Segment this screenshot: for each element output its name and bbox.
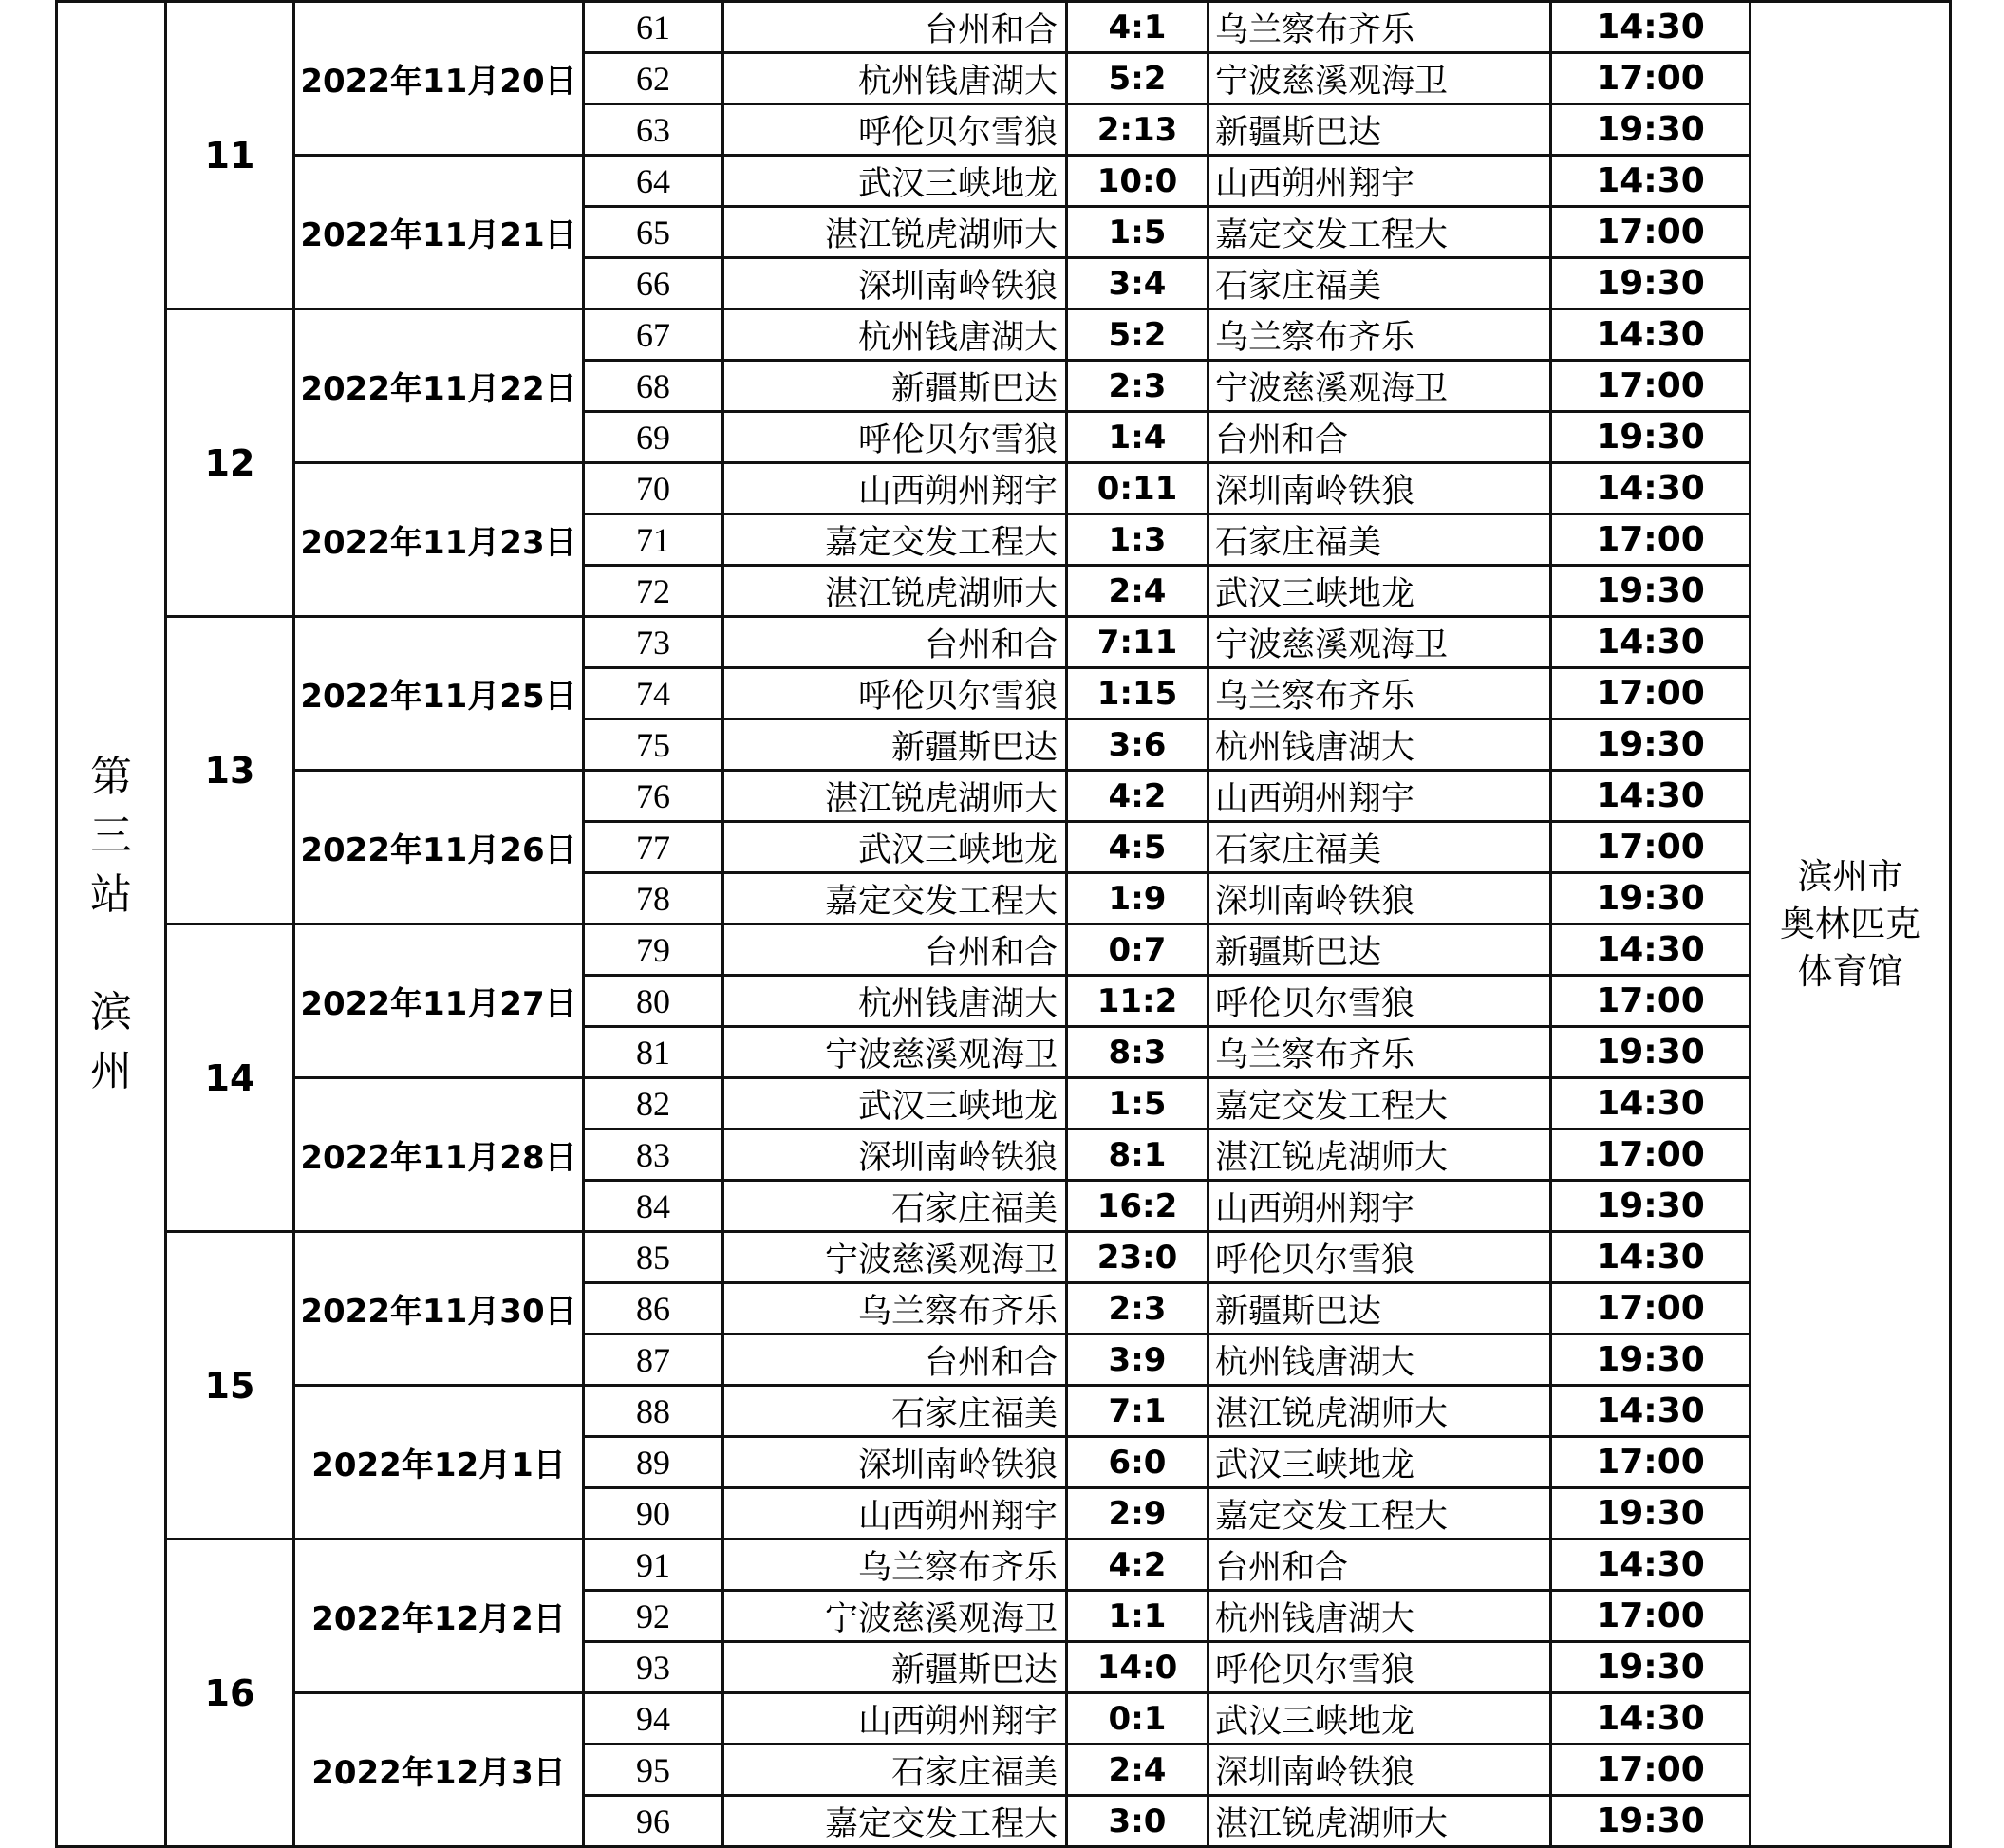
match-score: 11:2 bbox=[1067, 976, 1208, 1027]
home-team: 石家庄福美 bbox=[723, 1181, 1067, 1232]
match-score: 1:5 bbox=[1067, 207, 1208, 258]
away-team: 呼伦贝尔雪狼 bbox=[1208, 1642, 1551, 1693]
station-city-char: 州 bbox=[90, 1046, 132, 1095]
match-score: 2:4 bbox=[1067, 1745, 1208, 1796]
match-date: 2022年11月28日 bbox=[294, 1078, 584, 1232]
away-team: 嘉定交发工程大 bbox=[1208, 1078, 1551, 1129]
home-team: 宁波慈溪观海卫 bbox=[723, 1027, 1067, 1078]
table-row bbox=[57, 1078, 1951, 1129]
match-date: 2022年11月20日 bbox=[294, 2, 584, 156]
match-number: 61 bbox=[584, 2, 723, 53]
match-score: 4:5 bbox=[1067, 822, 1208, 873]
kickoff-time: 19:30 bbox=[1551, 1335, 1751, 1386]
match-score: 1:9 bbox=[1067, 873, 1208, 924]
kickoff-time: 17:00 bbox=[1551, 822, 1751, 873]
home-team: 石家庄福美 bbox=[723, 1745, 1067, 1796]
away-team: 杭州钱唐湖大 bbox=[1208, 1591, 1551, 1642]
match-number: 63 bbox=[584, 104, 723, 156]
home-team: 杭州钱唐湖大 bbox=[723, 976, 1067, 1027]
home-team: 嘉定交发工程大 bbox=[723, 873, 1067, 924]
away-team: 新疆斯巴达 bbox=[1208, 924, 1551, 976]
away-team: 宁波慈溪观海卫 bbox=[1208, 361, 1551, 412]
kickoff-time: 14:30 bbox=[1551, 617, 1751, 668]
match-score: 7:1 bbox=[1067, 1386, 1208, 1437]
match-score: 8:3 bbox=[1067, 1027, 1208, 1078]
home-team: 乌兰察布齐乐 bbox=[723, 1283, 1067, 1335]
away-team: 嘉定交发工程大 bbox=[1208, 207, 1551, 258]
kickoff-time: 19:30 bbox=[1551, 258, 1751, 309]
venue-cell bbox=[1751, 2, 1951, 1847]
match-score: 3:9 bbox=[1067, 1335, 1208, 1386]
kickoff-time: 14:30 bbox=[1551, 156, 1751, 207]
away-team: 台州和合 bbox=[1208, 1540, 1551, 1591]
away-team: 台州和合 bbox=[1208, 412, 1551, 463]
match-date: 2022年11月23日 bbox=[294, 463, 584, 617]
match-score: 3:0 bbox=[1067, 1796, 1208, 1847]
away-team: 宁波慈溪观海卫 bbox=[1208, 53, 1551, 104]
match-number: 87 bbox=[584, 1335, 723, 1386]
table-row bbox=[57, 463, 1951, 514]
match-number: 91 bbox=[584, 1540, 723, 1591]
venue-name-line: 奥林匹克 bbox=[1780, 903, 1920, 944]
match-score: 0:7 bbox=[1067, 924, 1208, 976]
home-team: 山西朔州翔宇 bbox=[723, 1693, 1067, 1745]
match-number: 65 bbox=[584, 207, 723, 258]
match-date: 2022年12月3日 bbox=[294, 1693, 584, 1847]
match-score: 5:2 bbox=[1067, 53, 1208, 104]
round-number: 12 bbox=[166, 309, 294, 617]
table-row bbox=[57, 156, 1951, 207]
kickoff-time: 14:30 bbox=[1551, 2, 1751, 53]
match-score: 2:13 bbox=[1067, 104, 1208, 156]
away-team: 武汉三峡地龙 bbox=[1208, 1437, 1551, 1488]
schedule-sheet bbox=[55, 0, 1949, 1843]
match-score: 6:0 bbox=[1067, 1437, 1208, 1488]
home-team: 嘉定交发工程大 bbox=[723, 514, 1067, 566]
match-number: 74 bbox=[584, 668, 723, 719]
home-team: 宁波慈溪观海卫 bbox=[723, 1591, 1067, 1642]
away-team: 新疆斯巴达 bbox=[1208, 1283, 1551, 1335]
kickoff-time: 19:30 bbox=[1551, 1642, 1751, 1693]
home-team: 新疆斯巴达 bbox=[723, 1642, 1067, 1693]
match-score: 1:4 bbox=[1067, 412, 1208, 463]
match-number: 78 bbox=[584, 873, 723, 924]
schedule-body bbox=[57, 2, 1951, 1847]
match-schedule-table bbox=[55, 0, 1952, 1848]
home-team: 武汉三峡地龙 bbox=[723, 1078, 1067, 1129]
kickoff-time: 17:00 bbox=[1551, 1591, 1751, 1642]
kickoff-time: 17:00 bbox=[1551, 668, 1751, 719]
match-number: 80 bbox=[584, 976, 723, 1027]
away-team: 石家庄福美 bbox=[1208, 822, 1551, 873]
home-team: 山西朔州翔宇 bbox=[723, 463, 1067, 514]
match-number: 76 bbox=[584, 771, 723, 822]
kickoff-time: 19:30 bbox=[1551, 719, 1751, 771]
away-team: 杭州钱唐湖大 bbox=[1208, 719, 1551, 771]
match-number: 94 bbox=[584, 1693, 723, 1745]
away-team: 山西朔州翔宇 bbox=[1208, 156, 1551, 207]
kickoff-time: 14:30 bbox=[1551, 1540, 1751, 1591]
match-number: 89 bbox=[584, 1437, 723, 1488]
away-team: 湛江锐虎湖师大 bbox=[1208, 1796, 1551, 1847]
kickoff-time: 19:30 bbox=[1551, 873, 1751, 924]
kickoff-time: 19:30 bbox=[1551, 1027, 1751, 1078]
match-number: 90 bbox=[584, 1488, 723, 1540]
match-number: 77 bbox=[584, 822, 723, 873]
match-number: 85 bbox=[584, 1232, 723, 1283]
kickoff-time: 17:00 bbox=[1551, 361, 1751, 412]
kickoff-time: 17:00 bbox=[1551, 1437, 1751, 1488]
kickoff-time: 17:00 bbox=[1551, 976, 1751, 1027]
away-team: 新疆斯巴达 bbox=[1208, 104, 1551, 156]
away-team: 山西朔州翔宇 bbox=[1208, 1181, 1551, 1232]
away-team: 乌兰察布齐乐 bbox=[1208, 668, 1551, 719]
home-team: 湛江锐虎湖师大 bbox=[723, 566, 1067, 617]
away-team: 深圳南岭铁狼 bbox=[1208, 1745, 1551, 1796]
venue-name-line: 滨州市 bbox=[1797, 855, 1903, 897]
match-number: 82 bbox=[584, 1078, 723, 1129]
match-score: 16:2 bbox=[1067, 1181, 1208, 1232]
match-score: 8:1 bbox=[1067, 1129, 1208, 1181]
away-team: 深圳南岭铁狼 bbox=[1208, 463, 1551, 514]
kickoff-time: 17:00 bbox=[1551, 1745, 1751, 1796]
match-score: 0:11 bbox=[1067, 463, 1208, 514]
station-cell bbox=[57, 2, 166, 1847]
away-team: 山西朔州翔宇 bbox=[1208, 771, 1551, 822]
home-team: 湛江锐虎湖师大 bbox=[723, 207, 1067, 258]
kickoff-time: 14:30 bbox=[1551, 771, 1751, 822]
kickoff-time: 17:00 bbox=[1551, 53, 1751, 104]
table-row bbox=[57, 309, 1951, 361]
kickoff-time: 19:30 bbox=[1551, 1796, 1751, 1847]
kickoff-time: 19:30 bbox=[1551, 566, 1751, 617]
match-score: 3:4 bbox=[1067, 258, 1208, 309]
match-number: 72 bbox=[584, 566, 723, 617]
away-team: 呼伦贝尔雪狼 bbox=[1208, 1232, 1551, 1283]
away-team: 武汉三峡地龙 bbox=[1208, 566, 1551, 617]
match-score: 4:1 bbox=[1067, 2, 1208, 53]
kickoff-time: 17:00 bbox=[1551, 1283, 1751, 1335]
home-team: 新疆斯巴达 bbox=[723, 361, 1067, 412]
home-team: 台州和合 bbox=[723, 1335, 1067, 1386]
match-score: 1:1 bbox=[1067, 1591, 1208, 1642]
match-date: 2022年11月25日 bbox=[294, 617, 584, 771]
match-date: 2022年11月21日 bbox=[294, 156, 584, 309]
match-number: 84 bbox=[584, 1181, 723, 1232]
match-number: 88 bbox=[584, 1386, 723, 1437]
match-number: 95 bbox=[584, 1745, 723, 1796]
table-row bbox=[57, 1540, 1951, 1591]
home-team: 台州和合 bbox=[723, 617, 1067, 668]
match-number: 66 bbox=[584, 258, 723, 309]
home-team: 石家庄福美 bbox=[723, 1386, 1067, 1437]
match-number: 92 bbox=[584, 1591, 723, 1642]
match-number: 83 bbox=[584, 1129, 723, 1181]
round-number: 11 bbox=[166, 2, 294, 309]
home-team: 深圳南岭铁狼 bbox=[723, 1129, 1067, 1181]
table-row bbox=[57, 1232, 1951, 1283]
home-team: 深圳南岭铁狼 bbox=[723, 1437, 1067, 1488]
match-score: 14:0 bbox=[1067, 1642, 1208, 1693]
match-score: 2:3 bbox=[1067, 361, 1208, 412]
match-number: 64 bbox=[584, 156, 723, 207]
match-number: 96 bbox=[584, 1796, 723, 1847]
match-number: 73 bbox=[584, 617, 723, 668]
kickoff-time: 17:00 bbox=[1551, 1129, 1751, 1181]
match-score: 1:15 bbox=[1067, 668, 1208, 719]
match-score: 7:11 bbox=[1067, 617, 1208, 668]
kickoff-time: 14:30 bbox=[1551, 1232, 1751, 1283]
away-team: 呼伦贝尔雪狼 bbox=[1208, 976, 1551, 1027]
match-date: 2022年12月1日 bbox=[294, 1386, 584, 1540]
station-label-char: 三 bbox=[90, 811, 132, 860]
away-team: 武汉三峡地龙 bbox=[1208, 1693, 1551, 1745]
round-number: 15 bbox=[166, 1232, 294, 1540]
station-gap bbox=[58, 924, 164, 983]
home-team: 嘉定交发工程大 bbox=[723, 1796, 1067, 1847]
home-team: 山西朔州翔宇 bbox=[723, 1488, 1067, 1540]
home-team: 武汉三峡地龙 bbox=[723, 822, 1067, 873]
away-team: 湛江锐虎湖师大 bbox=[1208, 1386, 1551, 1437]
match-number: 86 bbox=[584, 1283, 723, 1335]
match-score: 23:0 bbox=[1067, 1232, 1208, 1283]
home-team: 呼伦贝尔雪狼 bbox=[723, 412, 1067, 463]
home-team: 深圳南岭铁狼 bbox=[723, 258, 1067, 309]
table-row bbox=[57, 924, 1951, 976]
away-team: 嘉定交发工程大 bbox=[1208, 1488, 1551, 1540]
away-team: 石家庄福美 bbox=[1208, 514, 1551, 566]
away-team: 石家庄福美 bbox=[1208, 258, 1551, 309]
kickoff-time: 14:30 bbox=[1551, 1693, 1751, 1745]
match-date: 2022年12月2日 bbox=[294, 1540, 584, 1693]
match-number: 81 bbox=[584, 1027, 723, 1078]
kickoff-time: 17:00 bbox=[1551, 514, 1751, 566]
match-score: 4:2 bbox=[1067, 771, 1208, 822]
match-score: 2:9 bbox=[1067, 1488, 1208, 1540]
away-team: 乌兰察布齐乐 bbox=[1208, 2, 1551, 53]
home-team: 杭州钱唐湖大 bbox=[723, 53, 1067, 104]
match-score: 2:4 bbox=[1067, 566, 1208, 617]
kickoff-time: 14:30 bbox=[1551, 1386, 1751, 1437]
match-number: 75 bbox=[584, 719, 723, 771]
table-row bbox=[57, 2, 1951, 53]
home-team: 武汉三峡地龙 bbox=[723, 156, 1067, 207]
kickoff-time: 17:00 bbox=[1551, 207, 1751, 258]
match-score: 1:3 bbox=[1067, 514, 1208, 566]
match-score: 5:2 bbox=[1067, 309, 1208, 361]
away-team: 杭州钱唐湖大 bbox=[1208, 1335, 1551, 1386]
away-team: 乌兰察布齐乐 bbox=[1208, 309, 1551, 361]
match-score: 0:1 bbox=[1067, 1693, 1208, 1745]
away-team: 深圳南岭铁狼 bbox=[1208, 873, 1551, 924]
table-row bbox=[57, 1386, 1951, 1437]
station-label-char: 第 bbox=[90, 752, 132, 801]
match-score: 4:2 bbox=[1067, 1540, 1208, 1591]
match-number: 71 bbox=[584, 514, 723, 566]
round-number: 13 bbox=[166, 617, 294, 924]
kickoff-time: 14:30 bbox=[1551, 309, 1751, 361]
match-number: 67 bbox=[584, 309, 723, 361]
home-team: 呼伦贝尔雪狼 bbox=[723, 668, 1067, 719]
match-date: 2022年11月26日 bbox=[294, 771, 584, 924]
away-team: 湛江锐虎湖师大 bbox=[1208, 1129, 1551, 1181]
match-number: 70 bbox=[584, 463, 723, 514]
venue-name-line: 体育馆 bbox=[1797, 950, 1903, 992]
kickoff-time: 14:30 bbox=[1551, 463, 1751, 514]
table-row bbox=[57, 1693, 1951, 1745]
table-row bbox=[57, 617, 1951, 668]
match-date: 2022年11月30日 bbox=[294, 1232, 584, 1386]
match-date: 2022年11月22日 bbox=[294, 309, 584, 463]
station-city-char: 滨 bbox=[90, 987, 132, 1036]
match-number: 69 bbox=[584, 412, 723, 463]
home-team: 湛江锐虎湖师大 bbox=[723, 771, 1067, 822]
match-score: 10:0 bbox=[1067, 156, 1208, 207]
match-number: 79 bbox=[584, 924, 723, 976]
home-team: 台州和合 bbox=[723, 2, 1067, 53]
match-date: 2022年11月27日 bbox=[294, 924, 584, 1078]
match-number: 62 bbox=[584, 53, 723, 104]
kickoff-time: 19:30 bbox=[1551, 1488, 1751, 1540]
kickoff-time: 14:30 bbox=[1551, 924, 1751, 976]
kickoff-time: 19:30 bbox=[1551, 104, 1751, 156]
match-score: 1:5 bbox=[1067, 1078, 1208, 1129]
home-team: 呼伦贝尔雪狼 bbox=[723, 104, 1067, 156]
home-team: 杭州钱唐湖大 bbox=[723, 309, 1067, 361]
kickoff-time: 14:30 bbox=[1551, 1078, 1751, 1129]
home-team: 台州和合 bbox=[723, 924, 1067, 976]
match-number: 68 bbox=[584, 361, 723, 412]
away-team: 宁波慈溪观海卫 bbox=[1208, 617, 1551, 668]
round-number: 16 bbox=[166, 1540, 294, 1847]
round-number: 14 bbox=[166, 924, 294, 1232]
match-number: 93 bbox=[584, 1642, 723, 1693]
kickoff-time: 19:30 bbox=[1551, 412, 1751, 463]
away-team: 乌兰察布齐乐 bbox=[1208, 1027, 1551, 1078]
match-score: 3:6 bbox=[1067, 719, 1208, 771]
home-team: 乌兰察布齐乐 bbox=[723, 1540, 1067, 1591]
home-team: 新疆斯巴达 bbox=[723, 719, 1067, 771]
table-row bbox=[57, 771, 1951, 822]
match-score: 2:3 bbox=[1067, 1283, 1208, 1335]
home-team: 宁波慈溪观海卫 bbox=[723, 1232, 1067, 1283]
kickoff-time: 19:30 bbox=[1551, 1181, 1751, 1232]
station-label-char: 站 bbox=[90, 869, 132, 919]
